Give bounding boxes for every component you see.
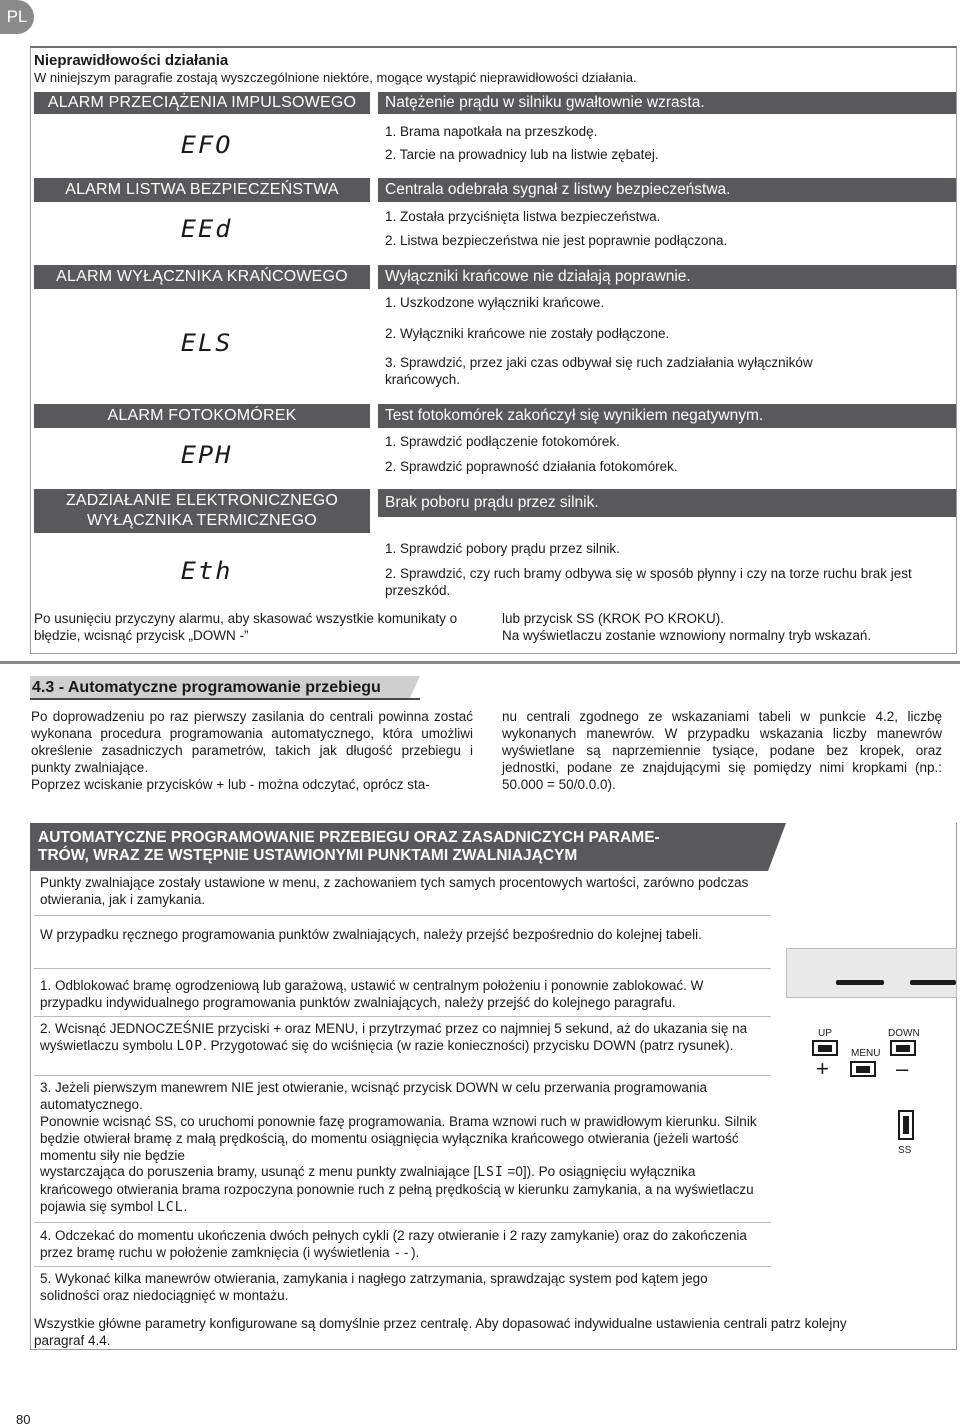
alarm-item: 1. Brama napotkała na przeszkodę. — [385, 124, 598, 139]
alarm-code: EPH — [180, 441, 233, 469]
alarm-desc: Natężenie prądu w silniku gwałtownie wzrasta. — [378, 92, 956, 114]
alarm-name: ALARM FOTOKOMÓREK — [34, 404, 370, 428]
alarm-item: 1. Uszkodzone wyłączniki krańcowe. — [385, 295, 605, 310]
paragraph: Poprzez wciskanie przycisków + lub - można odczytać, oprócz sta- — [31, 776, 430, 792]
alarm-item: 3. Sprawdzić, przez jaki czas odbywał się ruch zadziałania wyłączników krańcowych. — [385, 355, 813, 387]
section-underline — [30, 698, 420, 700]
step-2 — [40, 1021, 765, 1055]
alarm-name: ALARM WYŁĄCZNIKA KRAŃCOWEGO — [34, 265, 370, 289]
alarm-desc: Centrala odebrała sygnał z listwy bezpieczeństwa. — [378, 178, 956, 202]
section-title: Nieprawidłowości działania — [34, 52, 229, 69]
alarm-item: 2. Tarcie na prowadnicy lub na listwie zębatej. — [385, 147, 659, 162]
alarm-name-line: ZADZIAŁANIE ELEKTRONICZNEGO — [65, 492, 339, 509]
step-text-part: . — [183, 1198, 188, 1214]
alarm-name-line: WYŁĄCZNIKA TERMICZNEGO — [87, 512, 317, 529]
reset-note: Po usunięciu przyczyny alarmu, aby skasować wszystkie komunikaty o błędzie, wcisnąć przycisk „DOWN -” — [34, 611, 458, 643]
final-note: Wszystkie główne parametry konfigurowane są domyślnie przez centralę. Aby dopasować indywidualne ustawienia centrali patrz kolejny paragraf 4.4. — [34, 1316, 847, 1348]
alarm-code: EFO — [180, 131, 233, 159]
alarm-item: 1. Została przyciśnięta listwa bezpieczeństwa. — [385, 209, 661, 224]
step-text-part: wystarczająca do poruszenia bramy, usunąć z menu punkty zwalniające [ — [40, 1164, 478, 1180]
alarm-name: ALARM LISTWA BEZPIECZEŃSTWA — [34, 178, 370, 202]
alarm-item: 2. Wyłączniki krańcowe nie zostały podłączone. — [385, 326, 670, 341]
procedure-heading — [30, 823, 768, 871]
down-label: DOWN — [888, 1028, 920, 1039]
display-symbol: LOP — [176, 1038, 204, 1054]
divider — [34, 968, 771, 969]
divider — [34, 1016, 771, 1017]
section-heading: 4.3 - Automatyczne programowanie przebiegu — [32, 679, 381, 696]
section-divider — [0, 661, 960, 664]
divider — [34, 915, 771, 916]
display-symbol: LSI — [477, 1165, 504, 1181]
step-text: . Przygotować się do wciśnięcia (w razie konieczności) przycisku DOWN (patrz rysunek). — [203, 1037, 734, 1053]
alarm-item: 2. Listwa bezpieczeństwa nie jest poprawnie podłączona. — [385, 233, 728, 248]
paragraph: Punkty zwalniające zostały ustawione w menu, z zachowaniem tych samych procentowych wartości, zarówno podczas otwierania, jak i zamykania. — [40, 875, 749, 907]
step-5: 5. Wykonać kilka manewrów otwierania, zamykania i nagłego zatrzymania, sprawdzając system pod kątem jego solidności oraz niedociągnięć w montażu. — [40, 1271, 708, 1303]
heading-line: AUTOMATYCZNE PROGRAMOWANIE PRZEBIEGU ORAZ ZASADNICZYCH PARAME- — [38, 829, 660, 846]
step-4 — [40, 1228, 765, 1262]
heading-line: TRÓW, WRAZ ZE WSTĘPNIE USTAWIONYMI PUNKTAMI ZWALNIAJĄCYM — [38, 846, 578, 864]
divider — [34, 1222, 771, 1223]
step-3 — [40, 1080, 765, 1216]
alarm-item: 1. Sprawdzić pobory prądu przez silnik. — [385, 541, 620, 556]
ss-label: SS — [898, 1145, 912, 1156]
alarm-code: ELS — [180, 329, 233, 357]
paragraph: W przypadku ręcznego programowania punktów zwalniających, należy przejść bezpośrednio do kolejnej tabeli. — [40, 927, 702, 942]
alarm-name: ALARM PRZECIĄŻENIA IMPULSOWEGO — [34, 92, 370, 114]
alarm-item: 1. Sprawdzić podłączenie fotokomórek. — [385, 434, 620, 449]
step-1: 1. Odblokować bramę ogrodzeniową lub garażową, ustawić w centralnym położeniu i ponownie zablokować. W przypadku indywidualnego programowania punktów zwalniających, należy przejść do kolejnego paragrafu. — [40, 978, 704, 1010]
reset-note-continued — [502, 611, 942, 645]
language-badge: PL — [0, 0, 34, 34]
step-text: 2. Wcisnąć JEDNOCZEŚNIE przyciski + oraz MENU, i przytrzymać przez co najmniej 5 sekund, aż do ukazania się na wyświetlaczu symbolu — [40, 1021, 748, 1053]
up-label: UP — [818, 1028, 832, 1039]
alarm-name — [34, 489, 370, 533]
minus-symbol: – — [896, 1056, 909, 1081]
display-symbol: LCL — [157, 1199, 184, 1215]
alarm-code: Eth — [180, 557, 233, 585]
menu-button[interactable] — [850, 1061, 876, 1077]
ss-button[interactable] — [898, 1110, 914, 1140]
alarm-code: EEd — [180, 215, 233, 243]
menu-label: MENU — [851, 1048, 881, 1059]
page-number: 80 — [16, 1412, 31, 1427]
alarm-desc: Wyłączniki krańcowe nie działają poprawnie. — [378, 265, 956, 289]
section-subtitle: W niniejszym paragrafie zostają wyszczególnione niektóre, mogące wystąpić nieprawidłowości działania. — [34, 70, 637, 85]
note-line: Na wyświetlaczu zostanie wznowiony normalny tryb wskazań. — [502, 627, 872, 643]
step-text: 3. Jeżeli pierwszym manewrem NIE jest otwieranie, wcisnąć przycisk DOWN w celu przerwania programowania automatycznego. — [40, 1080, 707, 1112]
step-text: Ponownie wcisnąć SS, co uruchomi ponownie fazę programowania. Brama wznowi ruch w prawidłowym kierunku. Silnik będzie otwierał bramę z małą prędkością, do momentu osiągnięcia wyłącznika krańcowego otwierania (jeżeli wartość momentu siły nie będzie — [40, 1113, 757, 1163]
display-segment — [836, 980, 884, 985]
divider — [34, 1075, 771, 1076]
display-segment — [910, 980, 956, 985]
alarm-item: 2. Sprawdzić poprawność działania fotokomórek. — [385, 459, 678, 474]
step-text: ). — [411, 1244, 420, 1260]
display-symbol: -- — [393, 1245, 412, 1261]
divider — [34, 1266, 771, 1267]
up-button[interactable] — [812, 1040, 838, 1056]
plus-symbol: + — [816, 1056, 829, 1081]
alarm-item: 2. Sprawdzić, czy ruch bramy odbywa się w sposób płynny i czy na torze ruchu brak jest przeszkód. — [385, 566, 912, 598]
alarm-desc: Brak poboru prądu przez silnik. — [378, 489, 956, 517]
display-panel — [786, 948, 957, 998]
section-text-left — [31, 709, 473, 793]
step-text-part: =0]). Po osiągnięciu wyłącznika krańcowego otwierania brama rozpoczyna ponownie ruch z pełną prędkością w kierunku zamykania, a na wyświetlaczu pojawia się symbol — [40, 1164, 754, 1214]
section-text-right: nu centrali zgodnego ze wskazaniami tabeli w punkcie 4.2, liczbę wykonanych manewrów. W przypadku wskazania liczby manewrów wyświetlane są naprzemiennie tysiące, podane bez kropek, oraz jednostki, podane ze znajdującymi się pomiędzy nimi kropkami (np.: 50.000 = 50/0.0.0). — [502, 709, 942, 792]
down-button[interactable] — [890, 1040, 916, 1056]
paragraph: Po doprowadzeniu po raz pierwszy zasilania do centrali powinna zostać wykonana procedura programowania automatycznego, która umożliwi określenie zasadniczych parametrów, takich jak długość przebiegu i punkty zwalniające. — [31, 709, 473, 775]
note-line: lub przycisk SS (KROK PO KROKU). — [502, 611, 725, 626]
step-text: 4. Odczekać do momentu ukończenia dwóch pełnych cykli (2 razy otwieranie i 2 razy zamykanie) oraz do zakończenia przez bramę ruchu w położenie zamknięcia (i wyświetlenia — [40, 1228, 747, 1260]
alarm-desc: Test fotokomórek zakończył się wynikiem negatywnym. — [378, 404, 956, 428]
step-text — [40, 1164, 765, 1215]
